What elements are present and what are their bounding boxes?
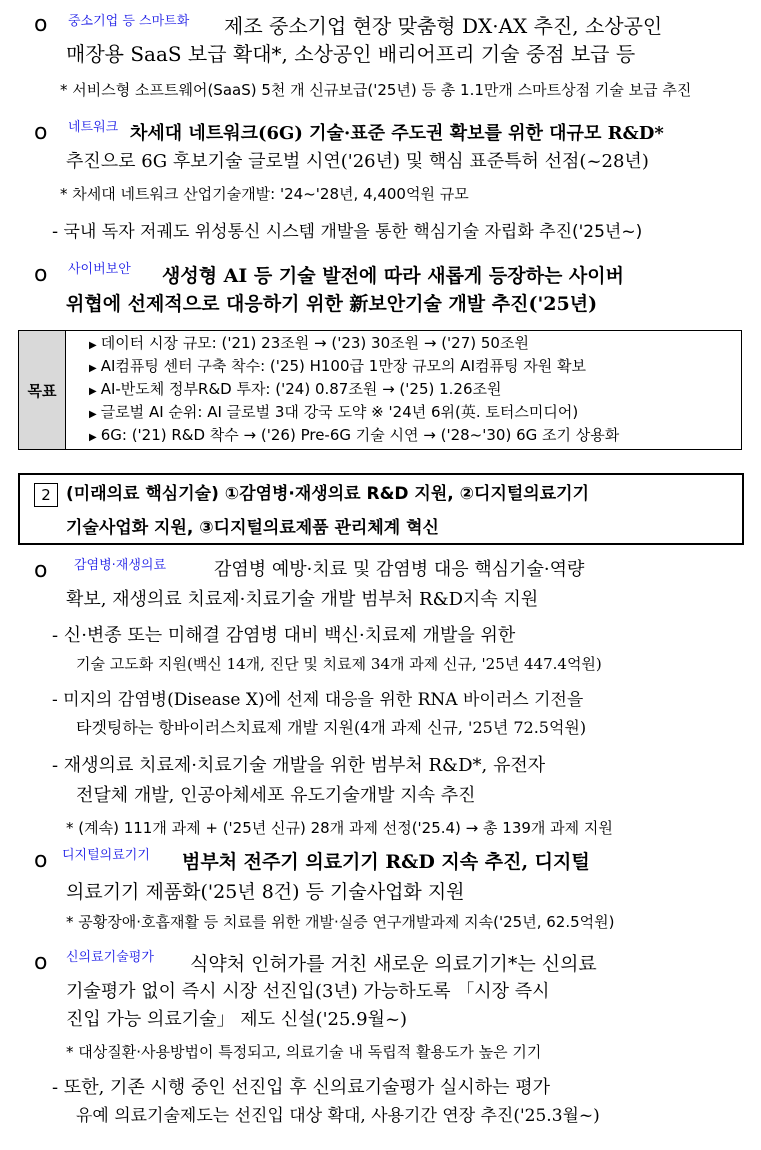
section-title: 기술사업화 지원, ③디지털의료제품 관리체계 혁신 <box>66 518 439 538</box>
paragraph-line: 매장용 SaaS 보급 확대*, 소상공인 배리어프리 기술 중점 보급 등 <box>66 42 636 66</box>
bullet-marker: o <box>34 12 48 37</box>
bullet-marker: o <box>34 262 48 287</box>
paragraph-line: 제조 중소기업 현장 맞춤형 DX·AX 추진, 소상공인 <box>224 14 663 38</box>
footnote: * 대상질환·사용방법이 특정되고, 의료기술 내 독립적 활용도가 높은 기기 <box>66 1043 542 1061</box>
paragraph-line: 확보, 재생의료 치료제·치료기술 개발 범부처 R&D지속 지원 <box>66 589 539 610</box>
paragraph-line: 기술평가 없이 즉시 시장 선진입(3년) 가능하도록 「시장 즉시 <box>66 981 550 1002</box>
footnote: * 차세대 네트워크 산업기술개발: '24~'28년, 4,400억원 규모 <box>60 185 469 203</box>
bullet-marker: o <box>34 950 48 975</box>
triangle-icon: ▶ <box>89 340 97 351</box>
triangle-icon: ▶ <box>89 432 97 443</box>
goal-item: ▶ 글로벌 AI 순위: AI 글로벌 3대 강국 도약 ※ '24년 6위(英. 토터스미디어) <box>89 403 579 421</box>
bullet-marker: o <box>34 558 48 583</box>
section-number: 2 <box>34 483 58 507</box>
category-tag: 신의료기술평가 <box>66 950 154 965</box>
sub-item: - 국내 독자 저궤도 위성통신 시스템 개발을 통한 핵심기술 자립화 추진('25년~) <box>52 222 643 242</box>
sub-item: 유예 의료기술제도는 선진입 대상 확대, 사용기간 연장 추진('25.3월~) <box>76 1106 600 1126</box>
triangle-icon: ▶ <box>89 363 97 374</box>
bullet-marker: o <box>34 848 48 873</box>
goal-item: ▶ 6G: ('21) R&D 착수 → ('26) Pre-6G 기술 시연 → ('28~'30) 6G 조기 상용화 <box>89 426 620 444</box>
goal-item: ▶ AI-반도체 정부R&D 투자: ('24) 0.87조원 → ('25) 1.26조원 <box>89 380 502 398</box>
triangle-icon: ▶ <box>89 386 97 397</box>
category-tag: 중소기업 등 스마트화 <box>68 14 190 29</box>
sub-item: - 재생의료 치료제·치료기술 개발을 위한 범부처 R&D*, 유전자 <box>52 755 546 776</box>
goal-item: ▶ 데이터 시장 규모: ('21) 23조원 → ('23) 30조원 → ('27) 50조원 <box>89 334 529 352</box>
section-header <box>18 473 744 545</box>
paragraph-line: 추진으로 6G 후보기술 글로벌 시연('26년) 및 핵심 표준특허 선점(~28년) <box>66 151 649 172</box>
category-tag: 네트워크 <box>68 120 119 135</box>
paragraph-line: 위협에 선제적으로 대응하기 위한 新보안기술 개발 추진('25년) <box>66 293 598 315</box>
sub-item: 기술 고도화 지원(백신 14개, 진단 및 치료제 34개 과제 신규, '25년 447.4억원) <box>76 655 602 673</box>
sub-item: - 신·변종 또는 미해결 감염병 대비 백신·치료제 개발을 위한 <box>52 625 516 646</box>
section-title: (미래의료 핵심기술) ①감염병·재생의료 R&D 지원, ②디지털의료기기 <box>66 484 589 504</box>
paragraph-line: 범부처 전주기 의료기기 R&D 지속 추진, 디지털 <box>182 851 590 873</box>
sub-item: 전달체 개발, 인공아체세포 유도기술개발 지속 추진 <box>76 785 476 806</box>
footnote: * 공황장애·호흡재활 등 치료를 위한 개발·실증 연구개발과제 지속('25년, 62.5억원) <box>66 913 615 931</box>
paragraph-line: 차세대 네트워크(6G) 기술·표준 주도권 확보를 위한 대규모 R&D* <box>130 123 664 144</box>
sub-item: - 미지의 감염병(Disease X)에 선제 대응을 위한 RNA 바이러스 기전을 <box>52 690 584 710</box>
bullet-marker: o <box>34 120 48 145</box>
paragraph-line: 식약처 인허가를 거친 새로운 의료기기*는 신의료 <box>190 953 597 975</box>
paragraph-line: 생성형 AI 등 기술 발전에 따라 새롭게 등장하는 사이버 <box>162 265 624 287</box>
footnote: * 서비스형 소프트웨어(SaaS) 5천 개 신규보급('25년) 등 총 1.1만개 스마트상점 기술 보급 추진 <box>60 81 692 99</box>
goal-table <box>18 330 742 450</box>
paragraph-line: 진입 가능 의료기술」 제도 신설('25.9월~) <box>66 1009 408 1030</box>
category-tag: 사이버보안 <box>68 262 131 277</box>
footnote: * (계속) 111개 과제 + ('25년 신규) 28개 과제 선정('25.4) → 총 139개 과제 지원 <box>66 819 613 837</box>
goal-label: 목표 <box>19 331 66 449</box>
sub-item: - 또한, 기존 시행 중인 선진입 후 신의료기술평가 실시하는 평가 <box>52 1077 550 1098</box>
paragraph-line: 감염병 예방·치료 및 감염병 대응 핵심기술·역량 <box>214 559 585 580</box>
paragraph-line: 의료기기 제품화('25년 8건) 등 기술사업화 지원 <box>66 881 465 903</box>
category-tag: 감염병·재생의료 <box>74 558 167 573</box>
triangle-icon: ▶ <box>89 409 97 420</box>
category-tag: 디지털의료기기 <box>62 848 150 863</box>
sub-item: 타겟팅하는 항바이러스치료제 개발 지원(4개 과제 신규, '25년 72.5억원) <box>76 718 587 737</box>
goal-item: ▶ AI컴퓨팅 센터 구축 착수: ('25) H100급 1만장 규모의 AI컴퓨팅 자원 확보 <box>89 357 586 375</box>
